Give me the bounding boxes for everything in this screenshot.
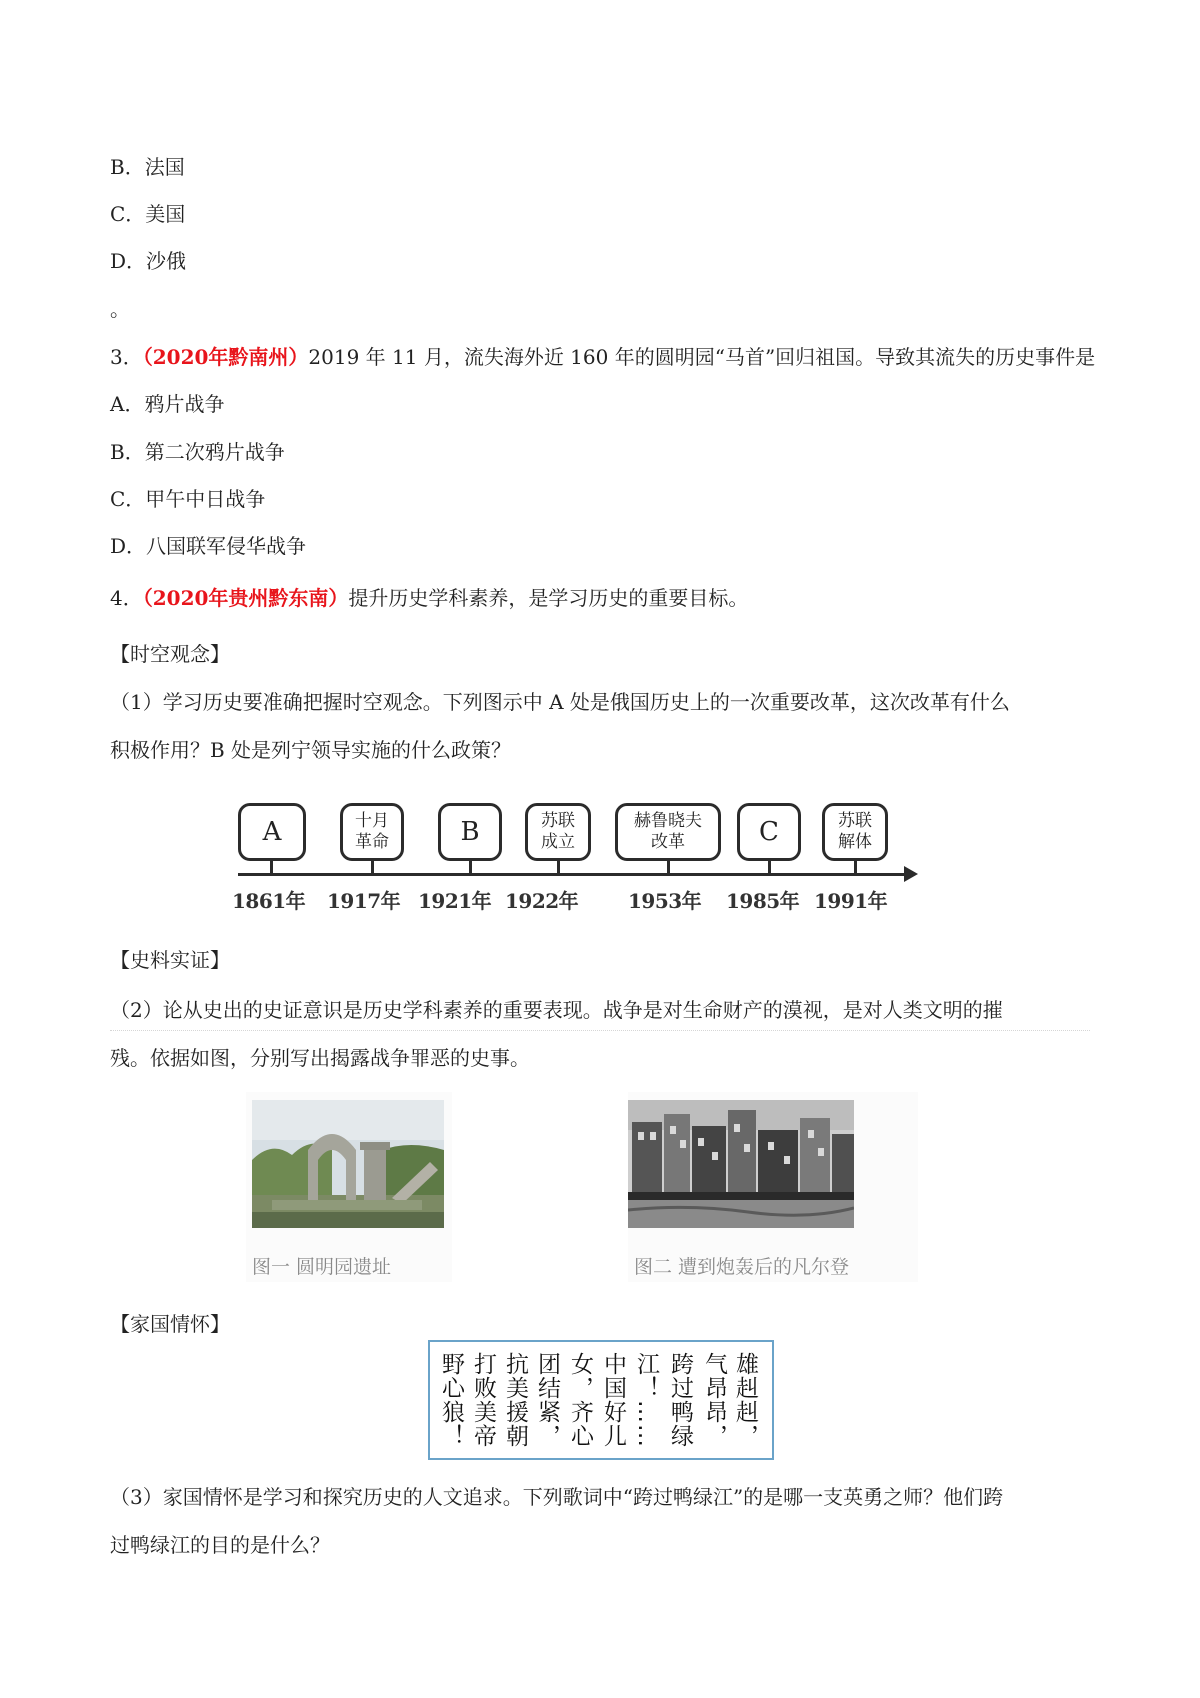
lyrics-column: 中国好儿 — [600, 1352, 626, 1448]
lyrics-column: 野心狼！ — [438, 1352, 464, 1448]
q3-option-c: C．甲午中日战争 — [110, 487, 266, 511]
timeline-box-c: C — [737, 803, 801, 861]
timeline-box-ussr-dissolved: 苏联 解体 — [822, 803, 888, 861]
figure-1-caption: 图一 圆明园遗址 — [252, 1256, 392, 1278]
stray-period: 。 — [110, 297, 130, 321]
q2-option-d: D．沙俄 — [110, 249, 187, 273]
timeline-stem — [371, 861, 374, 873]
q3-option-b: B．第二次鸦片战争 — [110, 440, 285, 464]
q4-sub1-line2: 积极作用？B 处是列宁领导实施的什么政策？ — [110, 738, 512, 762]
q2-option-b: B．法国 — [110, 155, 185, 179]
figure-2-caption: 图二 遭到炮轰后的凡尔登 — [634, 1256, 850, 1278]
timeline-year: 1861年 — [232, 889, 306, 913]
lyrics-column: 跨过鸭绿 — [667, 1352, 693, 1448]
dotted-divider — [110, 1030, 1090, 1031]
figure-2-block — [628, 1092, 918, 1282]
lyrics-column: 女，齐心 — [567, 1352, 593, 1448]
q3-stem — [110, 343, 1095, 371]
q4-source: （2020年贵州黔东南） — [142, 586, 349, 610]
q4-sub2-line1: （2）论从史出的史证意识是历史学科素养的重要表现。战争是对生命财产的漠视，是对人类文明的摧 — [110, 998, 1003, 1022]
q3-source: （2020年黔南州） — [142, 345, 309, 369]
timeline-box-khrushchev-reform: 赫鲁晓夫 改革 — [615, 803, 721, 861]
section-heading-patriotism: 【家国情怀】 — [110, 1312, 230, 1336]
timeline-arrowhead — [904, 866, 918, 882]
verdun-bombardment-photo — [628, 1100, 854, 1228]
timeline-stem — [667, 861, 670, 873]
q4-number: 4． — [110, 586, 143, 610]
q3-option-a: A．鸦片战争 — [110, 392, 225, 416]
lyrics-column: 江！…… — [633, 1352, 659, 1448]
timeline-box-a: A — [238, 803, 306, 861]
timeline-stem — [768, 861, 771, 873]
lyrics-column: 气昂昂， — [701, 1352, 727, 1448]
lyrics-column: 团结紧， — [534, 1352, 560, 1448]
q3-option-d: D．八国联军侵华战争 — [110, 534, 307, 558]
figure-1-block — [246, 1092, 452, 1282]
timeline-diagram — [230, 795, 920, 915]
q4-sub3-line2: 过鸭绿江的目的是什么？ — [110, 1533, 330, 1557]
yuanmingyuan-ruins-photo — [252, 1100, 444, 1228]
timeline-year: 1953年 — [628, 889, 702, 913]
q4-sub3-line1: （3）家国情怀是学习和探究历史的人文追求。下列歌词中“跨过鸭绿江”的是哪一支英勇之师？他们跨 — [110, 1485, 1004, 1509]
timeline-stem — [270, 861, 273, 873]
section-heading-spacetime: 【时空观念】 — [110, 642, 230, 666]
timeline-year: 1917年 — [327, 889, 401, 913]
lyrics-box — [428, 1340, 774, 1460]
q4-sub2-line2: 残。依据如图，分别写出揭露战争罪恶的史事。 — [110, 1046, 530, 1070]
q4-sub1-line1: （1）学习历史要准确把握时空观念。下列图示中 A 处是俄国历史上的一次重要改革，这次改革有什么 — [110, 690, 1010, 714]
q4-stem — [110, 584, 748, 612]
q3-text: 2019 年 11 月，流失海外近 160 年的圆明园“马首”回归祖国。导致其流失的历史事件是 — [308, 345, 1096, 369]
section-heading-evidence: 【史料实证】 — [110, 948, 230, 972]
timeline-year: 1991年 — [814, 889, 888, 913]
q4-text: 提升历史学科素养，是学习历史的重要目标。 — [348, 586, 749, 610]
timeline-box-b: B — [438, 803, 502, 861]
timeline-axis — [238, 873, 908, 876]
lyrics-column: 打败美帝 — [470, 1352, 496, 1448]
timeline-year: 1985年 — [726, 889, 800, 913]
timeline-stem — [854, 861, 857, 873]
timeline-year: 1921年 — [418, 889, 492, 913]
timeline-box-october-revolution: 十月 革命 — [340, 803, 404, 861]
timeline-stem — [469, 861, 472, 873]
q3-number: 3． — [110, 345, 143, 369]
timeline-stem — [557, 861, 560, 873]
q2-option-c: C．美国 — [110, 202, 186, 226]
timeline-year: 1922年 — [505, 889, 579, 913]
lyrics-column: 雄赳赳， — [732, 1352, 758, 1448]
timeline-box-ussr-founded: 苏联 成立 — [525, 803, 591, 861]
lyrics-column: 抗美援朝 — [502, 1352, 528, 1448]
